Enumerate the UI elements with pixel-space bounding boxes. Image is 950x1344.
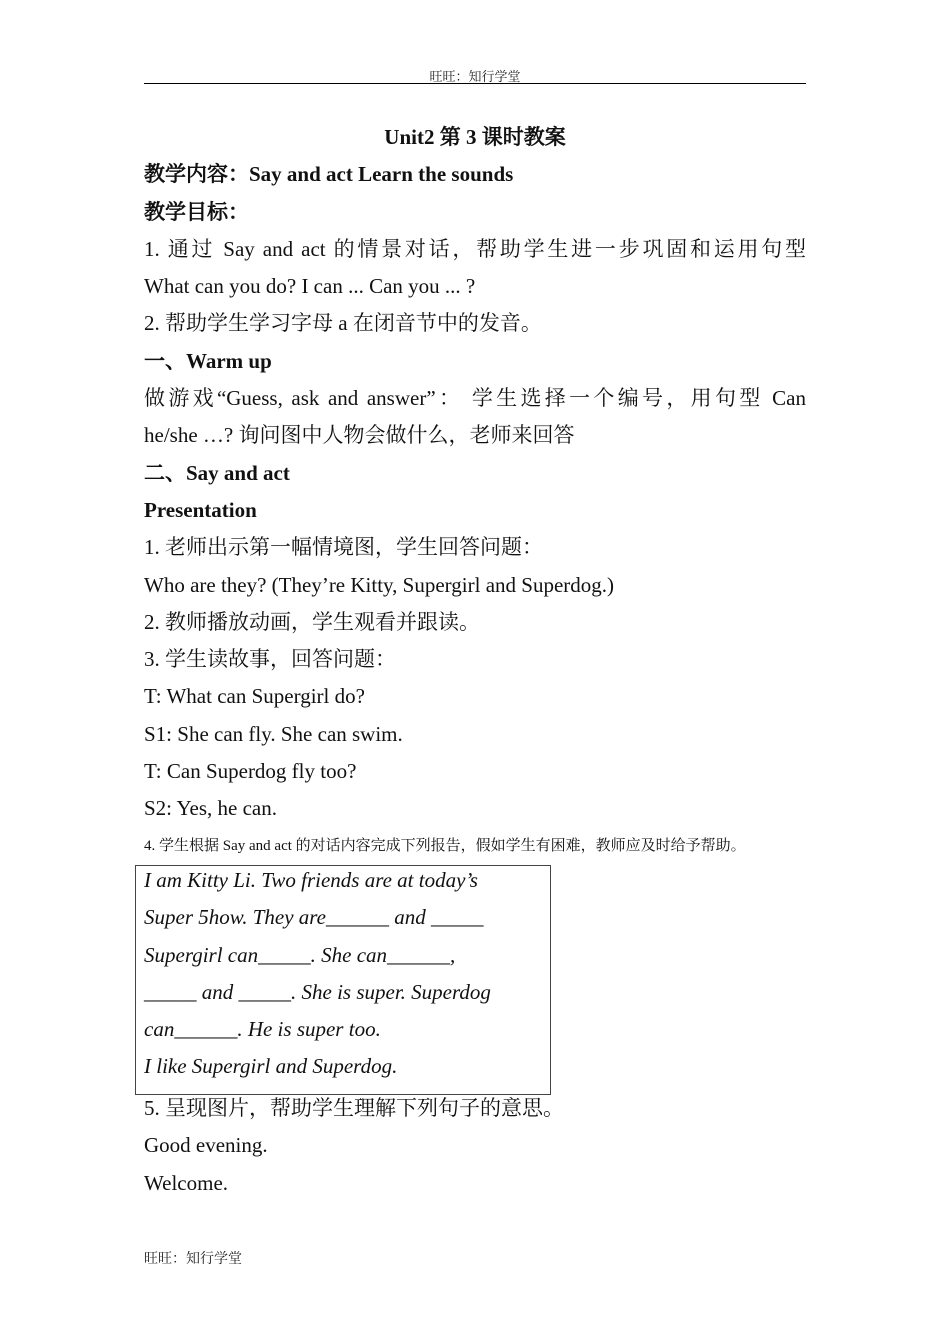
dialogue-line: S1: She can fly. She can swim. [144, 721, 403, 746]
report-line: can______. He is super too. [144, 1017, 381, 1042]
goal-1-line-1: 1. 通过 Say and act 的情景对话，帮助学生进一步巩固和运用句型 [144, 236, 806, 261]
step-5: 5. 呈现图片，帮助学生理解下列句子的意思。 [144, 1096, 564, 1120]
report-line: I am Kitty Li. Two friends are at today’s [144, 868, 478, 892]
report-line: Super 5how. They are______ and _____ [144, 905, 484, 930]
dialogue-line: T: Can Superdog fly too? [144, 759, 357, 784]
step-5-sentence: Welcome. [144, 1170, 229, 1195]
document-title: Unit2 第 3 课时教案 [384, 125, 566, 149]
teaching-goals-label: 教学目标： [144, 199, 249, 224]
warm-up-line-2: he/she …? 询问图中人物会做什么，老师来回答 [144, 423, 575, 448]
section-say-and-act-title: 二、Say and act [144, 460, 290, 485]
warm-up-line-1: 做游戏“Guess, ask and answer”： 学生选择一个编号，用句型 Can [144, 386, 806, 411]
report-line: I like Supergirl and Superdog. [144, 1054, 398, 1079]
step-1: 1. 老师出示第一幅情境图，学生回答问题： [144, 535, 543, 560]
step-4: 4. 学生根据 Say and act 的对话内容完成下列报告，假如学生有困难，教师应及时给予帮助。 [144, 837, 746, 854]
dialogue-line: T: What can Supergirl do? [144, 684, 365, 709]
section-warm-up-title: 一、Warm up [144, 348, 272, 373]
header-divider [144, 83, 806, 84]
page-header: 旺旺：知行学堂 [429, 69, 521, 84]
step-1-answer: Who are they? (They’re Kitty, Supergirl and Superdog.) [144, 572, 615, 597]
step-2: 2. 教师播放动画，学生观看并跟读。 [144, 609, 480, 634]
dialogue-line: S2: Yes, he can. [144, 796, 278, 821]
document-body [144, 119, 806, 865]
presentation-title: Presentation [144, 497, 257, 522]
step-3: 3. 学生读故事，回答问题： [144, 647, 396, 672]
report-line: _____ and _____. She is super. Superdog [144, 979, 491, 1004]
report-box [135, 865, 551, 1095]
page-footer: 旺旺：知行学堂 [144, 1252, 242, 1267]
step-5-sentence: Good evening. [144, 1133, 268, 1158]
goal-1-line-2: What can you do? I can ... Can you ... ? [144, 274, 476, 299]
report-line: Supergirl can_____. She can______, [144, 942, 456, 967]
goal-2: 2. 帮助学生学习字母 a 在闭音节中的发音。 [144, 311, 542, 336]
teaching-content-label: 教学内容：Say and act Learn the sounds [144, 162, 514, 187]
document-body-continued [144, 1090, 806, 1202]
